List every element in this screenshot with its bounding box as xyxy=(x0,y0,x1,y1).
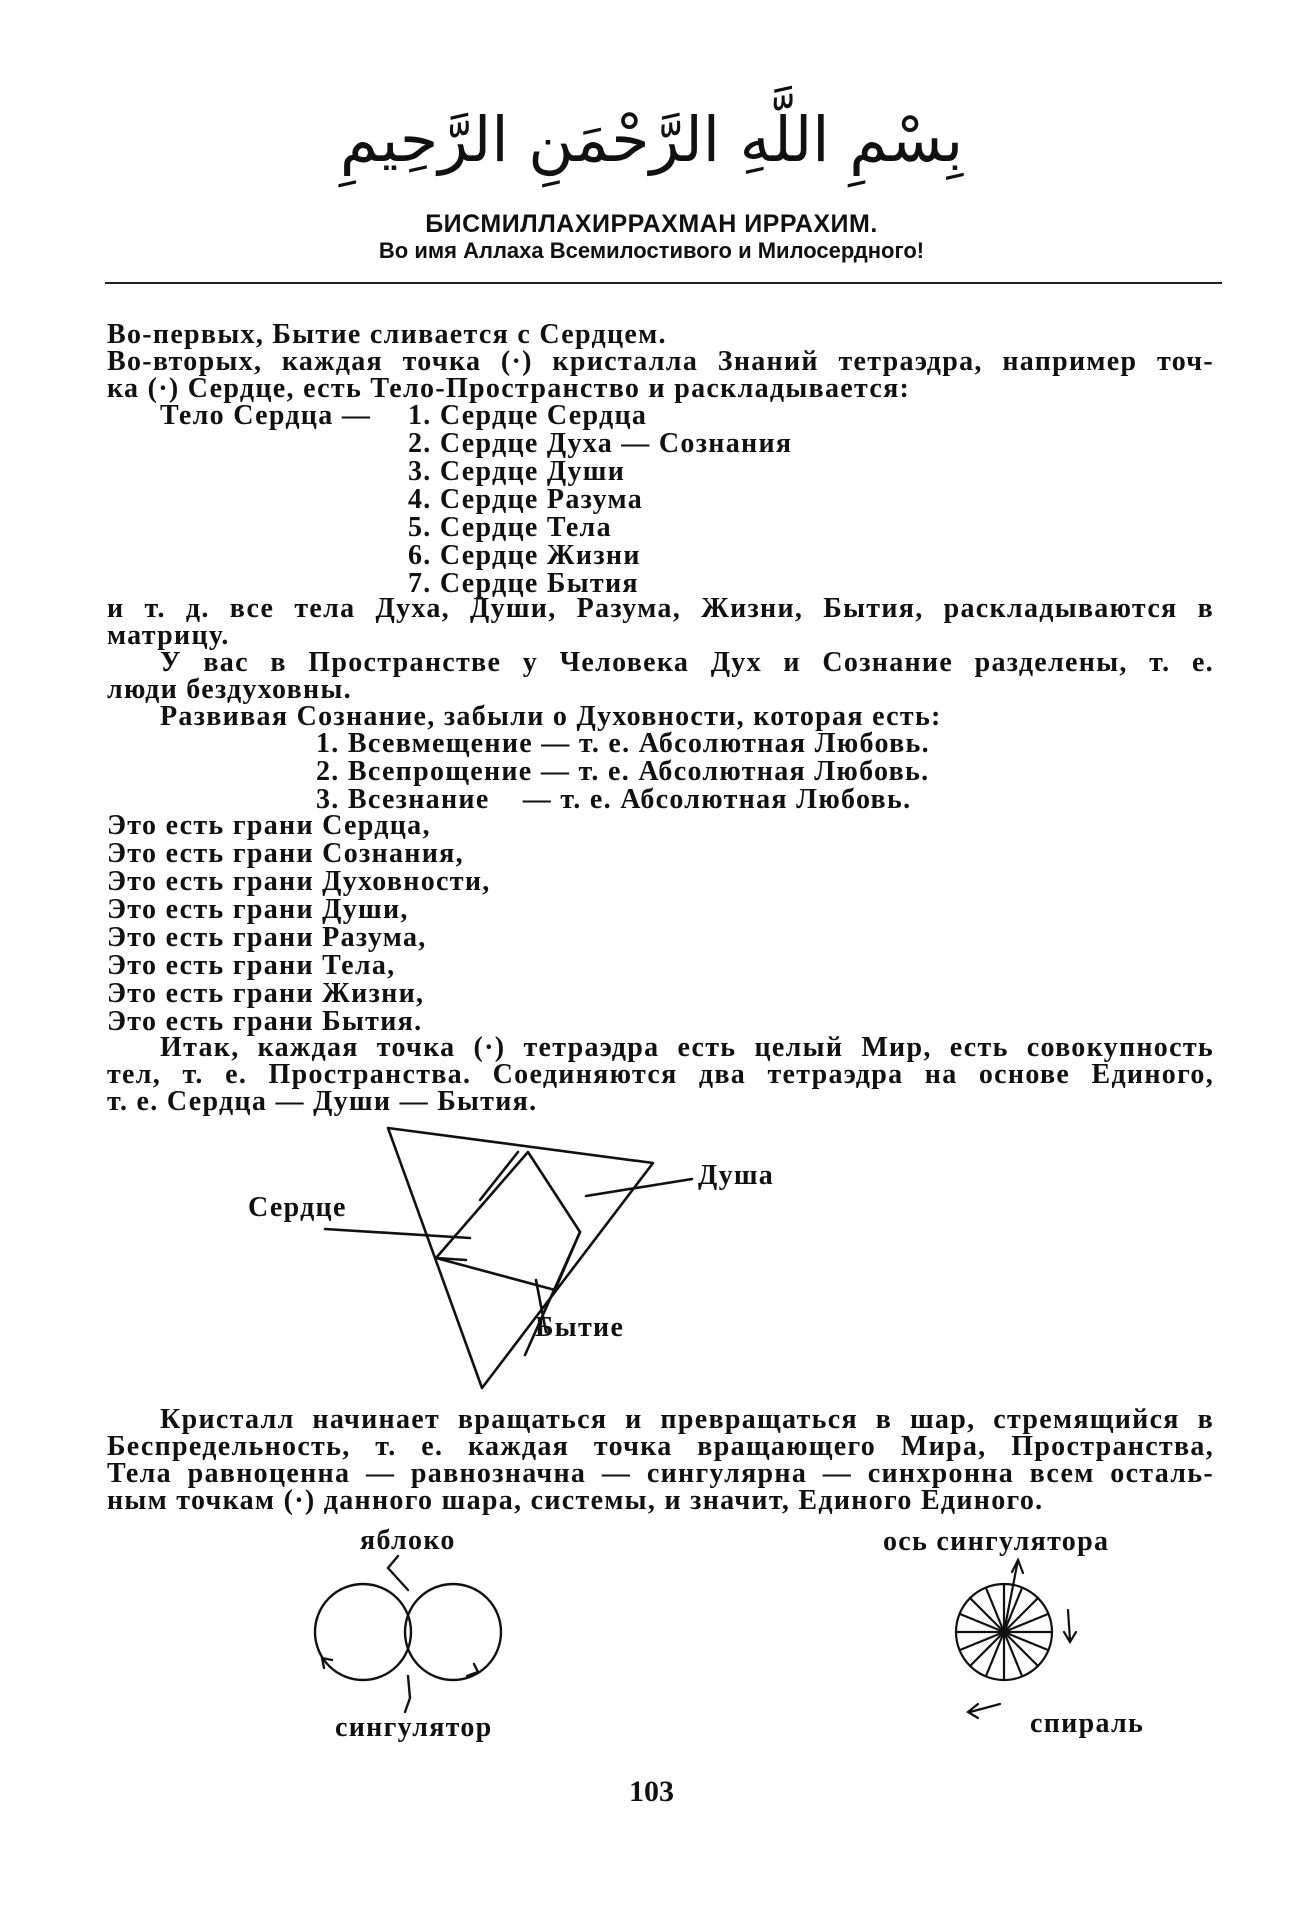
list-item: 5. Сердце Тела xyxy=(408,512,612,543)
list-item: 6. Сердце Жизни xyxy=(408,540,641,571)
paragraph-7-line-2: Беспредельность, т. е. каждая точка вращающего Мира, Пространства, xyxy=(107,1431,1214,1462)
list-item: 3. Всезнание — т. е. Абсолютная Любовь. xyxy=(316,784,912,815)
paragraph-7-line-4: ным точкам (·) данного шара, системы, и значит, Единого Единого. xyxy=(107,1485,1044,1516)
paragraph-3-line-2: матрицу. xyxy=(107,620,230,651)
paragraph-1: Во-первых, Бытие сливается с Сердцем. xyxy=(107,319,667,350)
label-heart: Сердце xyxy=(248,1192,347,1223)
list-item: 3. Сердце Души xyxy=(408,456,626,487)
header-title: БИСМИЛЛАХИРРАХМАН ИРРАХИМ. xyxy=(425,210,878,238)
list-item: Это есть грани Жизни, xyxy=(107,978,425,1009)
label-being: Бытие xyxy=(535,1312,625,1343)
label-apple: яблоко xyxy=(360,1525,456,1556)
label-axis: ось сингулятора xyxy=(883,1526,1110,1557)
list-item: 4. Сердце Разума xyxy=(408,484,643,515)
paragraph-6-line-2: тел, т. е. Пространства. Соединяются два тетраэдра на основе Единого, xyxy=(107,1059,1214,1090)
paragraph-4-line-2: люди бездуховны. xyxy=(107,674,352,705)
list-item: Это есть грани Сознания, xyxy=(107,838,464,869)
paragraph-6-line-1: Итак, каждая точка (·) тетраэдра есть целый Мир, есть совокупность xyxy=(160,1032,1214,1063)
paragraph-3-line-1: и т. д. все тела Духа, Души, Разума, Жизни, Бытия, раскладываются в xyxy=(107,593,1214,624)
paragraph-7-line-3: Тела равноценна — равнозначна — сингулярна — синхронна всем осталь- xyxy=(107,1458,1214,1489)
label-spiral: спираль xyxy=(1030,1708,1145,1739)
list-item: 7. Сердце Бытия xyxy=(408,568,639,599)
paragraph-2-line-1: Во-вторых, каждая точка (·) кристалла Знаний тетраэдра, например точ- xyxy=(107,346,1214,377)
list-item: 1. Всевмещение — т. е. Абсолютная Любовь. xyxy=(316,728,930,759)
paragraph-4-line-1: У вас в Пространстве у Человека Дух и Сознание разделены, т. е. xyxy=(160,647,1214,678)
paragraph-5: Развивая Сознание, забыли о Духовности, которая есть: xyxy=(160,701,942,732)
list-item: Это есть грани Духовности, xyxy=(107,866,491,897)
arabic-basmala: بِسْمِ اللَّهِ الرَّحْمَنِ الرَّحِيمِ xyxy=(339,103,964,176)
list-item: Это есть грани Разума, xyxy=(107,922,427,953)
list-item: 2. Сердце Духа — Сознания xyxy=(408,428,793,459)
paragraph-6-line-3: т. е. Сердца — Души — Бытия. xyxy=(107,1086,538,1117)
label-soul: Душа xyxy=(698,1160,775,1191)
heart-body-label: Тело Сердца — xyxy=(160,400,372,431)
list-item: 2. Всепрощение — т. е. Абсолютная Любовь. xyxy=(316,756,930,787)
header-subtitle: Во имя Аллаха Всемилостивого и Милосердного! xyxy=(378,238,925,263)
paragraph-7-line-1: Кристалл начинает вращаться и превращаться в шар, стремящийся в xyxy=(160,1404,1214,1435)
paragraph-2-line-2: ка (·) Сердце, есть Тело-Пространство и раскладывается: xyxy=(107,373,911,404)
list-item: Это есть грани Сердца, xyxy=(107,810,431,841)
list-item: Это есть грани Тела, xyxy=(107,950,396,981)
list-item: Это есть грани Души, xyxy=(107,894,409,925)
page-number: 103 xyxy=(629,1775,674,1808)
list-item: Это есть грани Бытия. xyxy=(107,1006,423,1037)
label-singulator: сингулятор xyxy=(335,1712,493,1743)
list-item: 1. Сердце Сердца xyxy=(408,400,648,431)
